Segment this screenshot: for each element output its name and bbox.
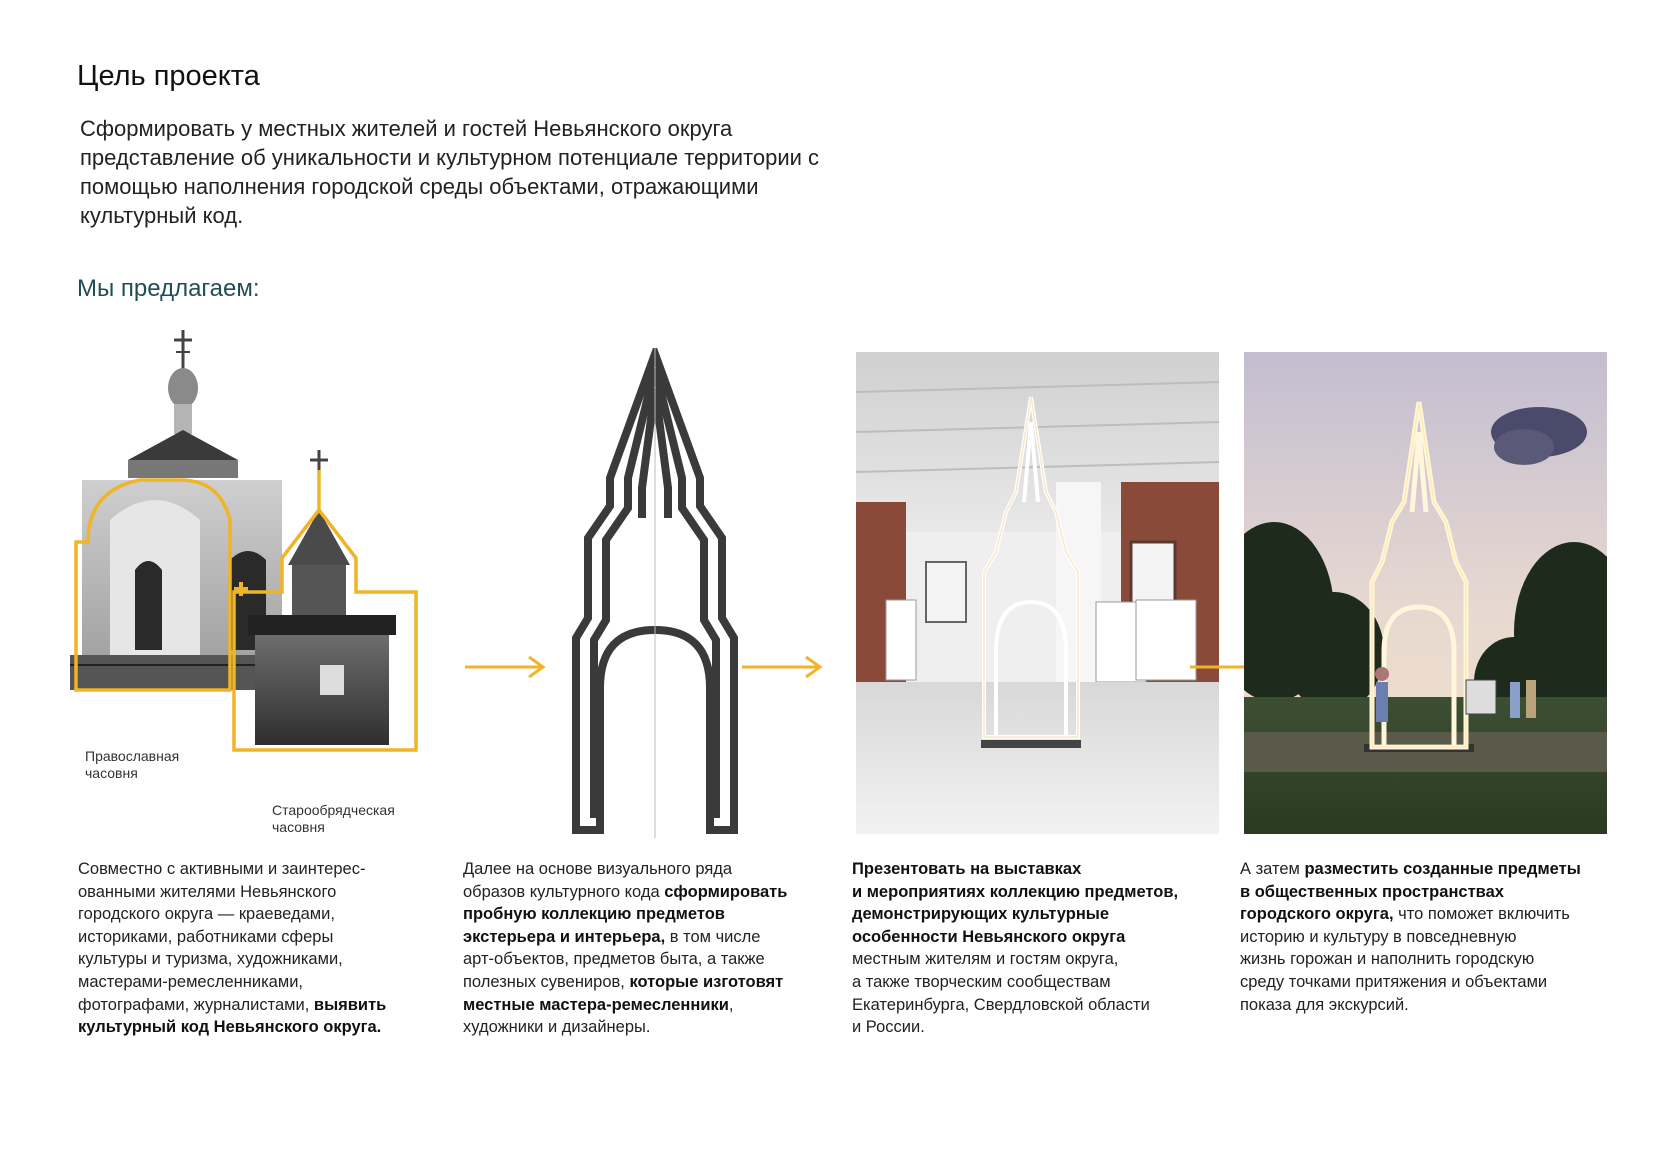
highlight-text: выявить культурный код Невьянского округа.	[78, 995, 387, 1037]
body-text: что поможет включить историю и культуру в повседневную жизнь горожан и наполнить городскую среду точками притяжения и объектами показа для экскурсий.	[1240, 905, 1570, 1014]
public-space-render	[1244, 352, 1607, 834]
column-text-identify	[78, 858, 418, 1039]
body-text: местным жителям и гостям округа, а также творческим сообществам Екатеринбурга, Свердловской области и России.	[852, 950, 1150, 1037]
column-text-form-collection	[463, 858, 823, 1039]
body-text: Далее на основе визуального ряда образов культурного кода	[463, 860, 733, 901]
project-goal-text: Сформировать у местных жителей и гостей Невьянского округа представление об уникальности и культурном потенциале территории с помощью наполнения городской среды объектами, отражающими культурный код.	[80, 116, 820, 228]
orthodox-chapel-caption: Православная часовня	[85, 748, 180, 781]
arrow-right-icon	[465, 654, 547, 680]
highlight-text: сформировать пробную коллекцию предметов экстерьера и интерьера,	[463, 882, 788, 946]
propose-heading: Мы предлагаем:	[77, 275, 260, 302]
highlight-text: разместить созданные предметы в общественных пространствах городского округа,	[1240, 860, 1581, 924]
body-text: , художники и дизайнеры.	[463, 995, 734, 1037]
body-text: А затем	[1240, 860, 1305, 878]
highlight-text: которые изготовят местные мастера-ремесленники	[463, 972, 784, 1014]
column-text-place	[1240, 858, 1620, 1016]
page-title: Цель проекта	[77, 60, 260, 92]
highlight-text: Презентовать на выставках и мероприятиях коллекцию предметов, демонстрирующих культурные особенности Невьянского округа	[852, 860, 1179, 946]
column-text-present	[852, 858, 1212, 1039]
old-believer-chapel-caption: Старообрядческая часовня	[272, 802, 395, 835]
exhibition-hall-render	[856, 352, 1219, 834]
chapels-illustration	[70, 330, 450, 800]
body-text: в том числе арт-объектов, предметов быта, а также полезных сувениров,	[463, 927, 765, 991]
spire-outline-drawing	[570, 348, 740, 838]
arrow-right-icon	[742, 654, 824, 680]
body-text: Совместно с активными и заинтерес- ованными жителями Невьянского городского округа — краеведами, историками, работниками сферы культуры и туризма, художниками, мастерами-ремесленниками, фотографами, журналистами,	[78, 860, 366, 1014]
